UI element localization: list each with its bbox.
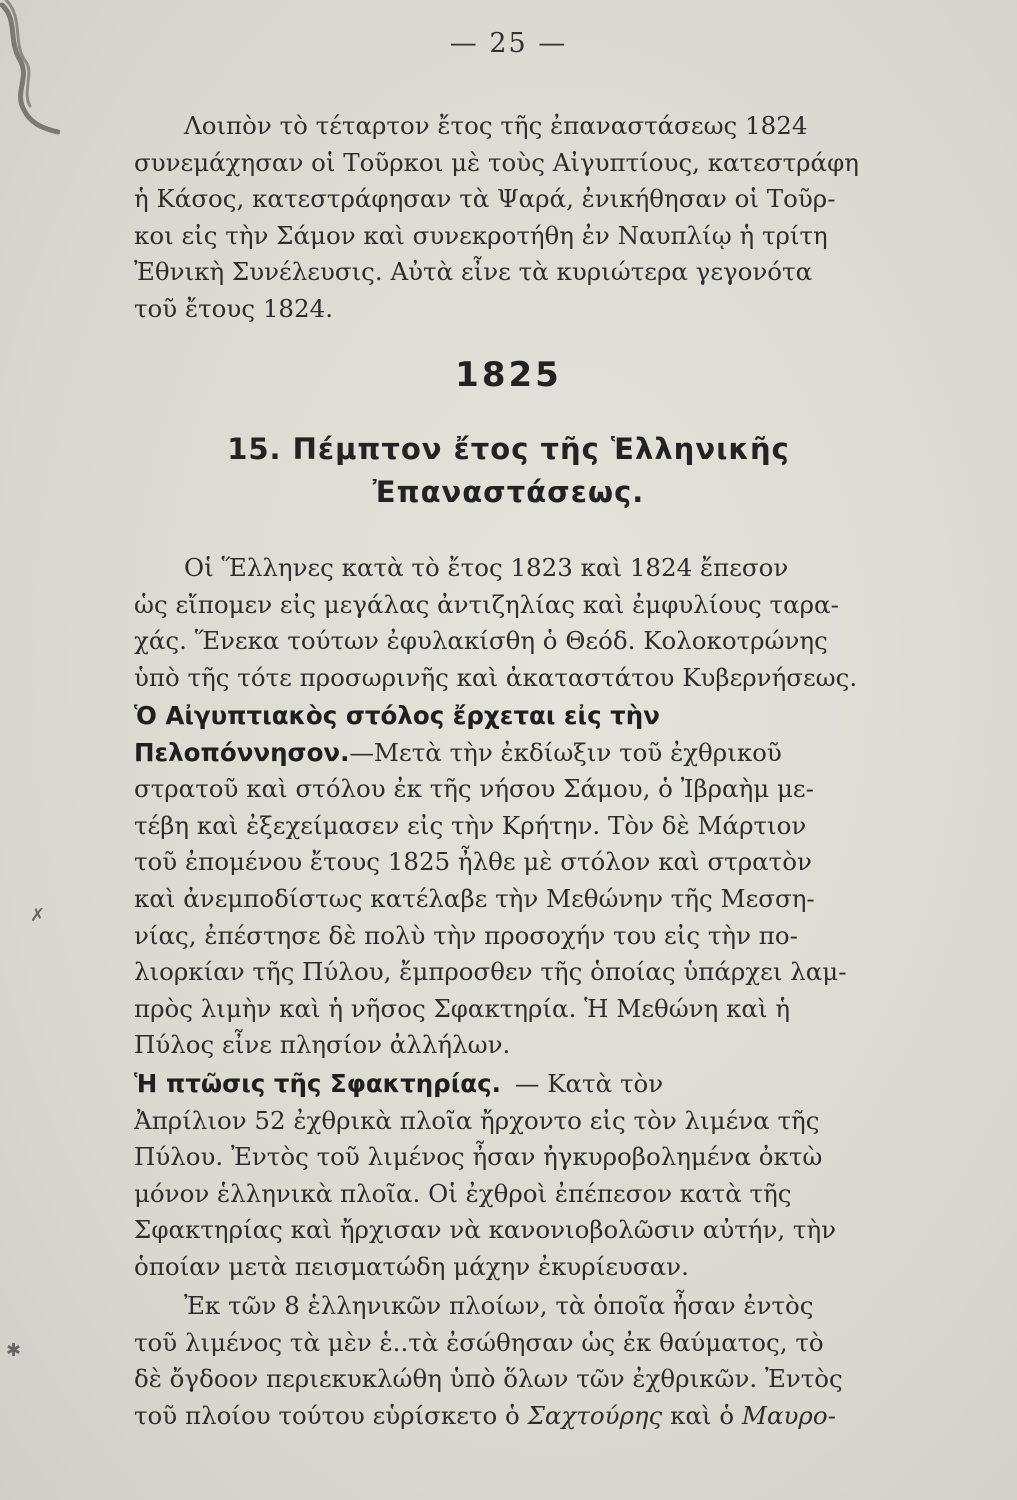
text-line: μόνον ἑλληνικὰ πλοῖα. Οἱ ἐχθροὶ ἐπέπεσον κατὰ τῆς xyxy=(134,1178,792,1208)
text-line: Ἀπρίλιον 52 ἐχθρικὰ πλοῖα ἤρχοντο εἰς τὸν λιμένα τῆς xyxy=(134,1105,820,1135)
text-line: στρατοῦ καὶ στόλου ἐκ τῆς νήσου Σάμου, ὁ Ἰβραὴμ με- xyxy=(134,774,814,804)
section-egyptian-fleet xyxy=(134,698,902,1064)
text-line: συνεμάχησαν οἱ Τοῦρκοι μὲ τοὺς Αἰγυπτίους, κατεστράφη xyxy=(134,147,859,177)
section-heading-continued: Πελοπόννησον. xyxy=(134,737,350,767)
text-line: Ἐκ τῶν 8 ἑλληνικῶν πλοίων, τὰ ὁποῖα ἦσαν ἐντὸς xyxy=(184,1291,814,1320)
text-line: Ἡ πτῶσις τῆς Σφακτηρίας. — Κατὰ τὸν xyxy=(134,1066,902,1103)
chapter-heading: 15. Πέμπτον ἔτος τῆς Ἑλληνικῆς xyxy=(227,432,790,466)
binding-thread xyxy=(0,0,60,140)
text-line: Ἐθνικὴ Συνέλευσις. Αὐτὰ εἶνε τὰ κυριώτερα γεγονότα xyxy=(134,257,813,287)
text-line: λιορκίαν τῆς Πύλου, ἔμπροσθεν τῆς ὁποίας ὑπάρχει λαμ- xyxy=(134,957,847,987)
text-line: Λοιπὸν τὸ τέταρτον ἔτος τῆς ἐπαναστάσεως 1824 xyxy=(184,111,808,140)
text-line: Πύλου. Ἐντὸς τοῦ λιμένος ἦσαν ἠγκυροβολημένα ὀκτὼ xyxy=(134,1142,823,1172)
text-line: Πελοπόννησον. —Μετὰ τὴν ἐκδίωξιν τοῦ ἐχθρικοῦ xyxy=(134,735,902,772)
text-line: Οἱ Ἕλληνες κατὰ τὸ ἔτος 1823 καὶ 1824 ἔπεσον xyxy=(184,553,789,582)
text-line: νίας, ἐπέστησε δὲ πολὺ τὴν προσοχήν του εἰς τὴν πο- xyxy=(134,920,798,950)
section-heading: Ἡ πτῶσις τῆς Σφακτηρίας. xyxy=(134,1069,501,1098)
page-number: — 25 — xyxy=(449,28,568,59)
chapter-heading-continued: Ἐπαναστάσεως. xyxy=(372,475,645,509)
section-heading: Ὁ Αἰγυπτιακὸς στόλος ἔρχεται εἰς τὴν xyxy=(134,701,660,730)
text-line: Πύλος εἶνε πλησίον ἀλλήλων. xyxy=(134,1030,511,1060)
text-line: τέβη καὶ ἐξεχείμασεν εἰς τὴν Κρήτην. Τὸν δὲ Μάρτιον xyxy=(134,810,807,840)
text-line: ὡς εἴπομεν εἰς μεγάλας ἀντιζηλίας καὶ ἐμφυλίους ταρα- xyxy=(134,589,839,619)
person-name: Μαυρο- xyxy=(741,1400,836,1430)
text-line: κοι εἰς τὴν Σάμον καὶ συνεκροτήθη ἐν Ναυπλίῳ ἡ τρίτη xyxy=(134,220,828,250)
text-line: ἡ Κάσος, κατεστράφησαν τὰ Ψαρά, ἐνικήθησαν οἱ Τοῦρ- xyxy=(134,184,836,214)
paragraph-2 xyxy=(134,550,902,696)
text-line: δὲ ὄγδοον περιεκυκλώθη ὑπὸ ὅλων τῶν ἐχθρικῶν. Ἐντὸς xyxy=(134,1364,843,1394)
text-line xyxy=(134,698,902,735)
text-line: τοῦ λιμένος τὰ μὲν ἑ..τὰ ἐσώθησαν ὡς ἐκ θαύματος, τὸ xyxy=(134,1327,824,1357)
paragraph-1 xyxy=(134,108,902,328)
text-line: χάς. Ἕνεκα τούτων ἐφυλακίσθη ὁ Θεόδ. Κολοκοτρώνης xyxy=(134,626,828,656)
paragraph-3 xyxy=(134,1288,902,1434)
text-line: καὶ ἀνεμποδίστως κατέλαβε τὴν Μεθώνην τῆς Μεσση- xyxy=(134,883,815,913)
text-line: ὁποίαν μετὰ πεισματώδη μάχην ἐκυρίευσαν. xyxy=(134,1251,689,1281)
text-line: τοῦ ἔτους 1824. xyxy=(134,293,333,323)
text-line: τοῦ ἐπομένου ἔτους 1825 ἦλθε μὲ στόλον καὶ στρατὸν xyxy=(134,847,812,877)
margin-mark: ✱ xyxy=(6,1340,22,1361)
text-line: ὑπὸ τῆς τότε προσωρινῆς καὶ ἀκαταστάτου Κυβερνήσεως. xyxy=(134,662,858,692)
text-line: Σφακτηρίας καὶ ἤρχισαν νὰ κανονιοβολῶσιν αὐτήν, τὴν xyxy=(134,1215,837,1245)
text-line: πρὸς λιμὴν καὶ ἡ νῆσος Σφακτηρία. Ἡ Μεθώνη καὶ ἡ xyxy=(134,993,791,1023)
section-fall-of-sphacteria xyxy=(134,1066,902,1286)
text-line: τοῦ πλοίου τούτου εὑρίσκετο ὁ Σαχτούρης καὶ ὁ Μαυρο- xyxy=(134,1398,902,1435)
year-heading: 1825 xyxy=(455,355,562,395)
margin-mark: ✗ xyxy=(30,905,46,926)
person-name: Σαχτούρης xyxy=(527,1400,663,1430)
